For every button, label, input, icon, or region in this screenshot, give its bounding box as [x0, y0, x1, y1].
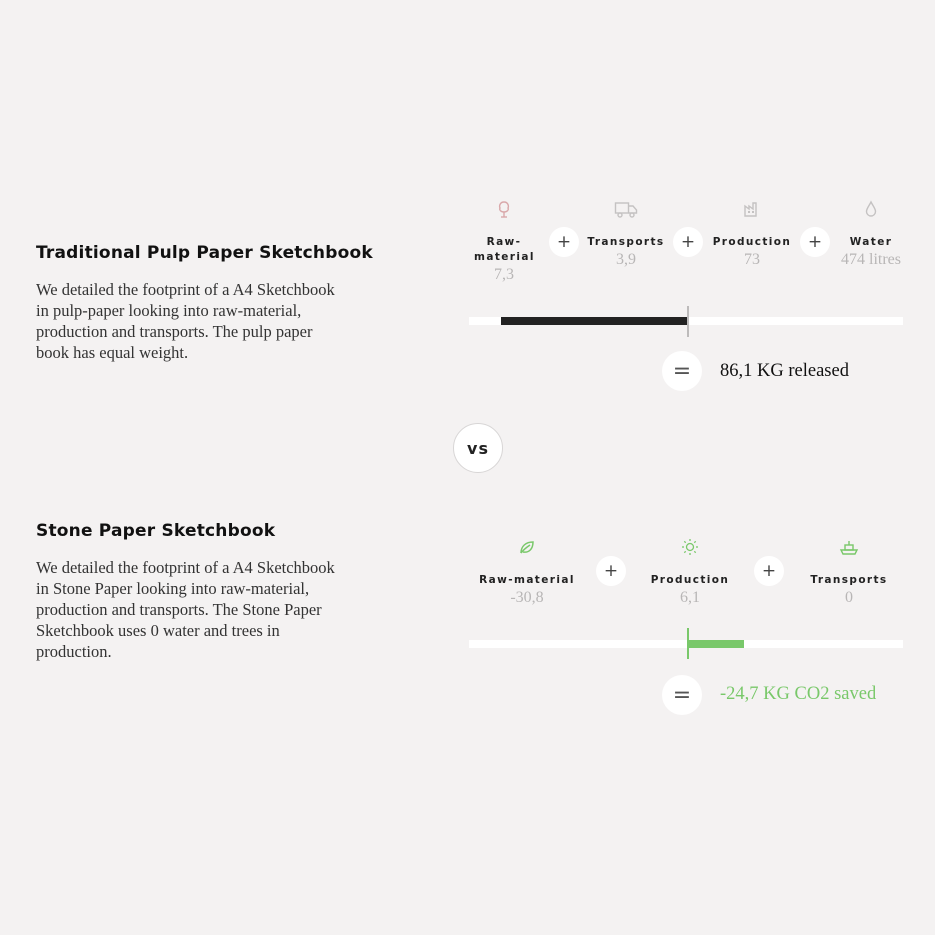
- category-label: Production: [712, 236, 792, 248]
- stone-description: We detailed the footprint of a A4 Sketchbook in Stone Paper looking into raw-material, production and transports. The Stone Paper Sketchbook uses 0 water and trees in production.: [36, 558, 335, 661]
- stone-category-transports: [794, 537, 904, 607]
- truck-icon: [571, 199, 681, 219]
- category-label: Raw-material: [474, 236, 535, 263]
- category-value: 7,3: [494, 266, 514, 283]
- zero-marker: [687, 628, 689, 659]
- stone-category-raw-material: [472, 537, 582, 607]
- zero-marker: [687, 306, 689, 337]
- tree-icon: [449, 199, 559, 219]
- category-label: Water: [849, 236, 893, 248]
- traditional-category-transports: [571, 199, 681, 269]
- equals-sign: =: [662, 675, 702, 715]
- category-label: Transports: [587, 236, 665, 248]
- traditional-category-water: [816, 199, 926, 269]
- stone-progress-fill: [688, 640, 744, 648]
- traditional-progress-track: [469, 317, 903, 325]
- leaf-icon: [472, 537, 582, 557]
- plus-operator: +: [549, 227, 579, 257]
- category-label: Transports: [810, 574, 888, 586]
- category-value: -30,8: [510, 589, 544, 606]
- category-value: 3,9: [616, 251, 636, 268]
- stone-category-production: [635, 537, 745, 607]
- category-value: 474 litres: [841, 251, 901, 268]
- category-label: Raw-material: [479, 574, 575, 586]
- traditional-description: We detailed the footprint of a A4 Sketchbook in pulp-paper looking into raw-material, production and transports. The pulp paper book has equal weight.: [36, 280, 335, 362]
- plus-operator: +: [673, 227, 703, 257]
- plus-operator: +: [800, 227, 830, 257]
- plus-operator: +: [596, 556, 626, 586]
- category-label: Production: [650, 574, 730, 586]
- versus-badge: vs: [453, 423, 503, 473]
- category-value: 73: [744, 251, 760, 268]
- traditional-progress-fill: [501, 317, 688, 325]
- equals-sign: =: [662, 351, 702, 391]
- factory-icon: [697, 199, 807, 219]
- traditional-title: Traditional Pulp Paper Sketchbook: [36, 243, 373, 263]
- water-drop-icon: [816, 199, 926, 219]
- sun-icon: [635, 537, 745, 557]
- plus-operator: +: [754, 556, 784, 586]
- stone-progress-track: [469, 640, 903, 648]
- stone-total: -24,7 KG CO2 saved: [720, 684, 877, 704]
- traditional-category-production: [697, 199, 807, 269]
- category-value: 6,1: [680, 589, 700, 606]
- traditional-total: 86,1 KG released: [720, 361, 849, 381]
- ship-icon: [794, 537, 904, 557]
- traditional-category-raw-material: [449, 199, 559, 284]
- category-value: 0: [845, 589, 853, 606]
- stone-title: Stone Paper Sketchbook: [36, 521, 276, 541]
